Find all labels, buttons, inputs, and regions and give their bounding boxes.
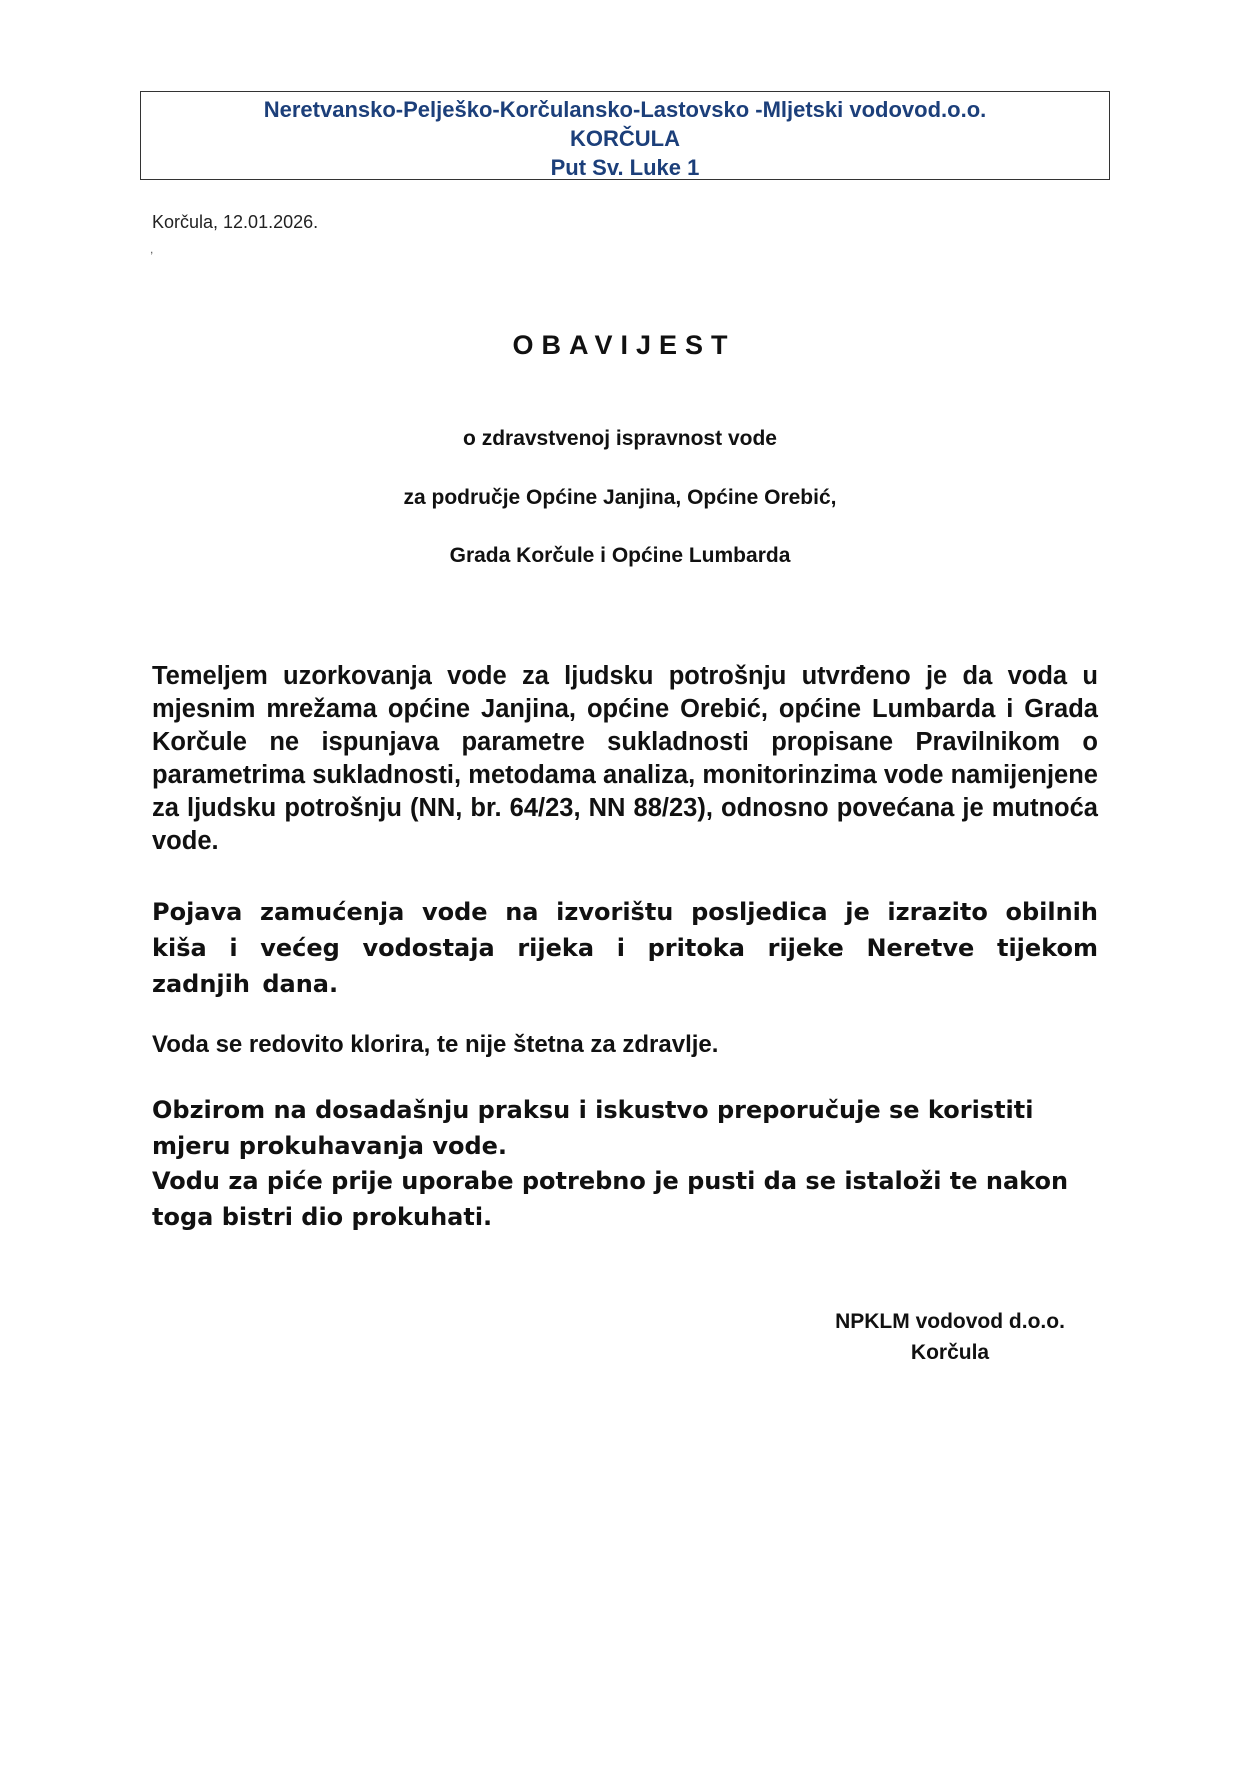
subtitle-line-3: Grada Korčule i Općine Lumbarda — [449, 544, 791, 567]
body-paragraph-recommendation: Obzirom na dosadašnju praksu i iskustvo preporučuje se koristiti mjeru prokuhavanja vode. — [152, 1096, 1034, 1160]
stray-mark: , — [150, 242, 154, 256]
company-name: Neretvansko-Pelješko-Korčulansko-Lastovsko -Mljetski vodovod.o.o. — [263, 97, 987, 122]
date-line: Korčula, 12.01.2026. — [152, 212, 319, 232]
signature-block — [790, 1306, 1110, 1368]
signature-city: Korčula — [910, 1341, 990, 1364]
company-address: Put Sv. Luke 1 — [550, 155, 700, 180]
body-paragraph-chlorination: Voda se redovito klorira, te nije štetna za zdravlje. — [152, 1031, 719, 1058]
body-paragraph-findings: Temeljem uzorkovanja vode za ljudsku potrošnju utvrđeno je da voda u mjesnim mrežama općine Janjina, općine Orebić, općine Lumbarda i Grada Korčule ne ispunjava parametre sukladnosti propisane Pravilnikom o parametrima sukladnosti, metodama analiza, monitorinzima vode namijenjene za ljudsku potrošnju (NN, br. 64/23, NN 88/23), odnosno povećana je mutnoća vode. — [152, 662, 1098, 855]
document-title: OBAVIJEST — [512, 330, 736, 360]
body-paragraph-instructions: Vodu za piće prije uporabe potrebno je pusti da se istaloži te nakon toga bistri dio prokuhati. — [152, 1167, 1069, 1231]
body-paragraph-cause: Pojava zamućenja vode na izvorištu posljedica je izrazito obilnih kiša i većeg vodostaja rijeka i pritoka rijeke Neretve tijekom zadnjih dana. — [152, 898, 1098, 998]
signature-company: NPKLM vodovod d.o.o. — [835, 1310, 1065, 1333]
subtitle-line-1: o zdravstvenoj ispravnost vode — [463, 427, 777, 450]
subtitle-line-2: za područje Općine Janjina, Općine Orebić, — [403, 486, 837, 509]
letterhead-box — [140, 91, 1110, 180]
company-city: KORČULA — [570, 126, 680, 151]
